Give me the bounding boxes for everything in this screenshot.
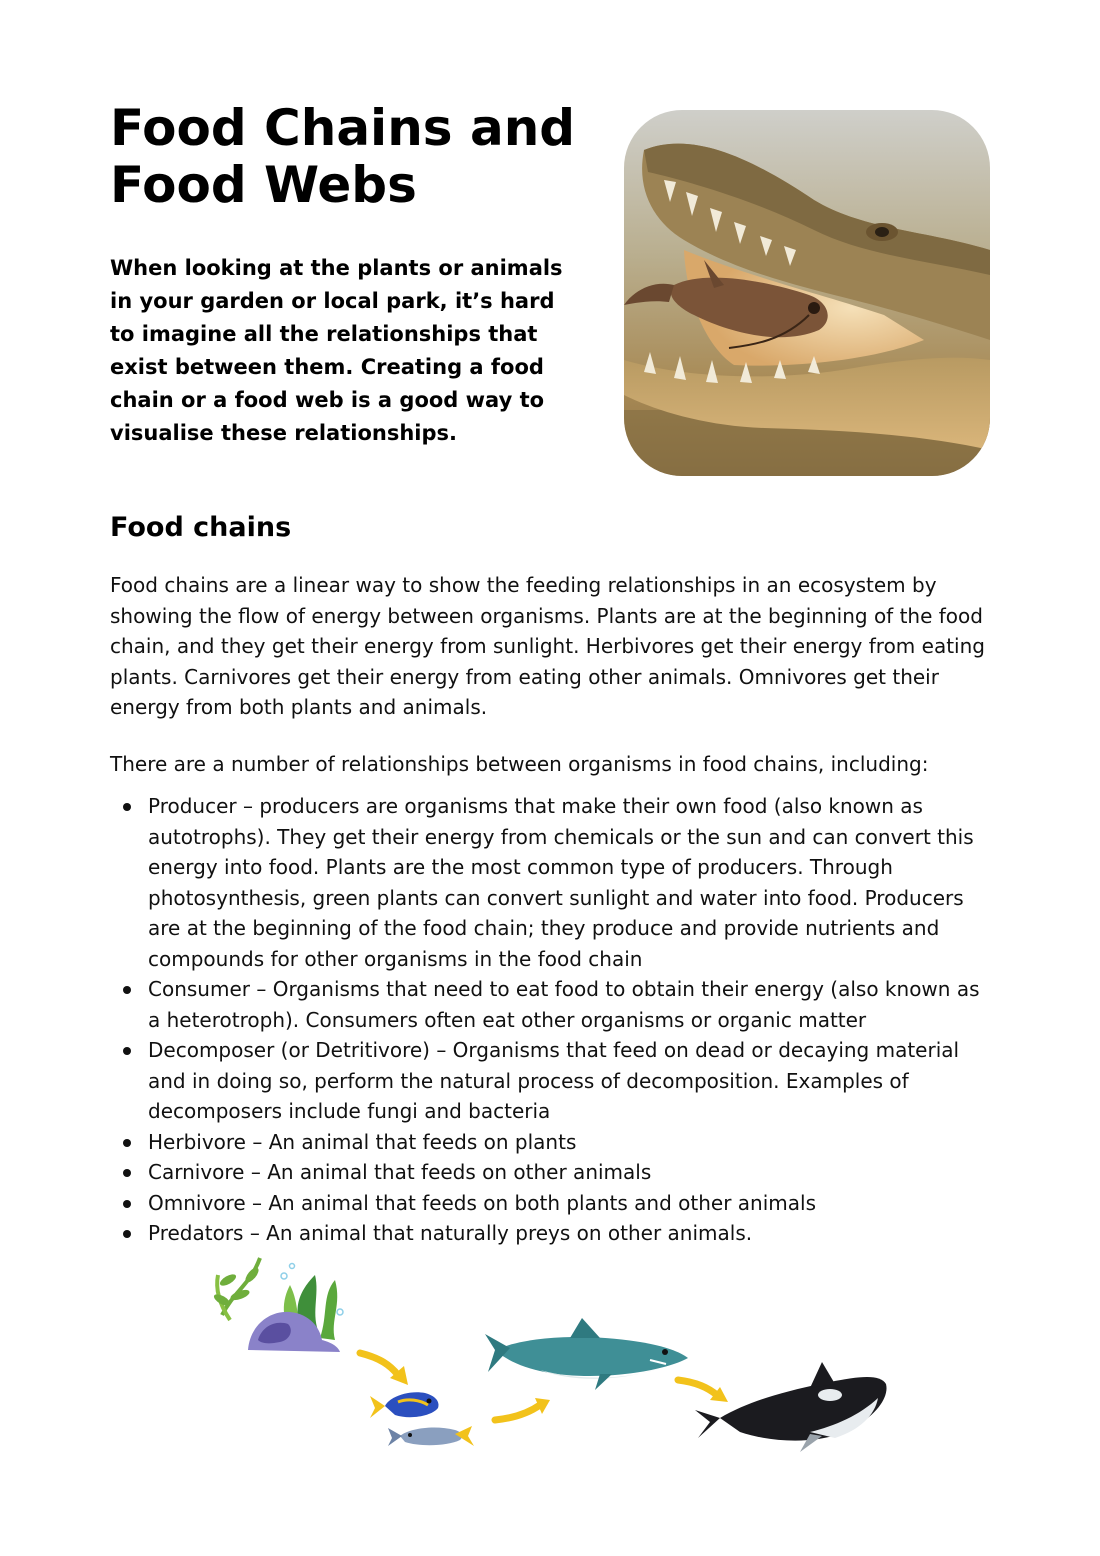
list-item-omnivore: Omnivore – An animal that feeds on both plants and other animals [148,1188,998,1219]
page-title: Food Chains and Food Webs [110,99,576,214]
seaweed-rock-icon [212,1258,343,1352]
intro-text: When looking at the plants or animals in your garden or local park, it’s hard to imagine all the relationships that exist between them. Creating a food chain or a food web is a good way to visualise these relationships. [110,256,563,445]
section-heading-food-chains: Food chains [110,512,292,543]
crocodile-photo [624,110,990,476]
list-item-herbivore: Herbivore – An animal that feeds on plants [148,1127,998,1158]
list-item-consumer: Consumer – Organisms that need to eat food to obtain their energy (also known as a heterotroph). Consumers often eat other organisms or organic matter [148,974,998,1035]
list-item-predators: Predators – An animal that naturally preys on other animals. [148,1218,998,1249]
food-chain-illustration [210,1250,900,1455]
orca-icon [695,1362,887,1452]
relationships-intro: There are a number of relationships between organisms in food chains, including: [110,752,929,776]
shark-icon [485,1318,688,1390]
tuna-icon [388,1426,474,1446]
list-item-carnivore: Carnivore – An animal that feeds on other animals [148,1157,998,1188]
food-chains-paragraph: Food chains are a linear way to show the feeding relationships in an ecosystem by showing the flow of energy between organisms. Plants are at the beginning of the food chain, and they get their energy from sunlight. Herbivores get their energy from eating plants. Carnivores get their energy from eating other animals. Omnivores get their energy from both plants and animals. [110,573,985,719]
relationship-list [148,791,998,1249]
list-item-decomposer: Decomposer (or Detritivore) – Organisms that feed on dead or decaying material and in doing so, perform the natural process of decomposition. Examples of decomposers include fungi and bacteria [148,1035,998,1127]
blue-fish-icon [370,1392,438,1418]
list-item-producer: Producer – producers are organisms that make their own food (also known as autotrophs). They get their energy from chemicals or the sun and can convert this energy into food. Plants are the most common type of producers. Through photosynthesis, green plants can convert sunlight and water into food. Producers are at the beginning of the food chain; they produce and provide nutrients and compounds for other organisms in the food chain [148,791,998,974]
